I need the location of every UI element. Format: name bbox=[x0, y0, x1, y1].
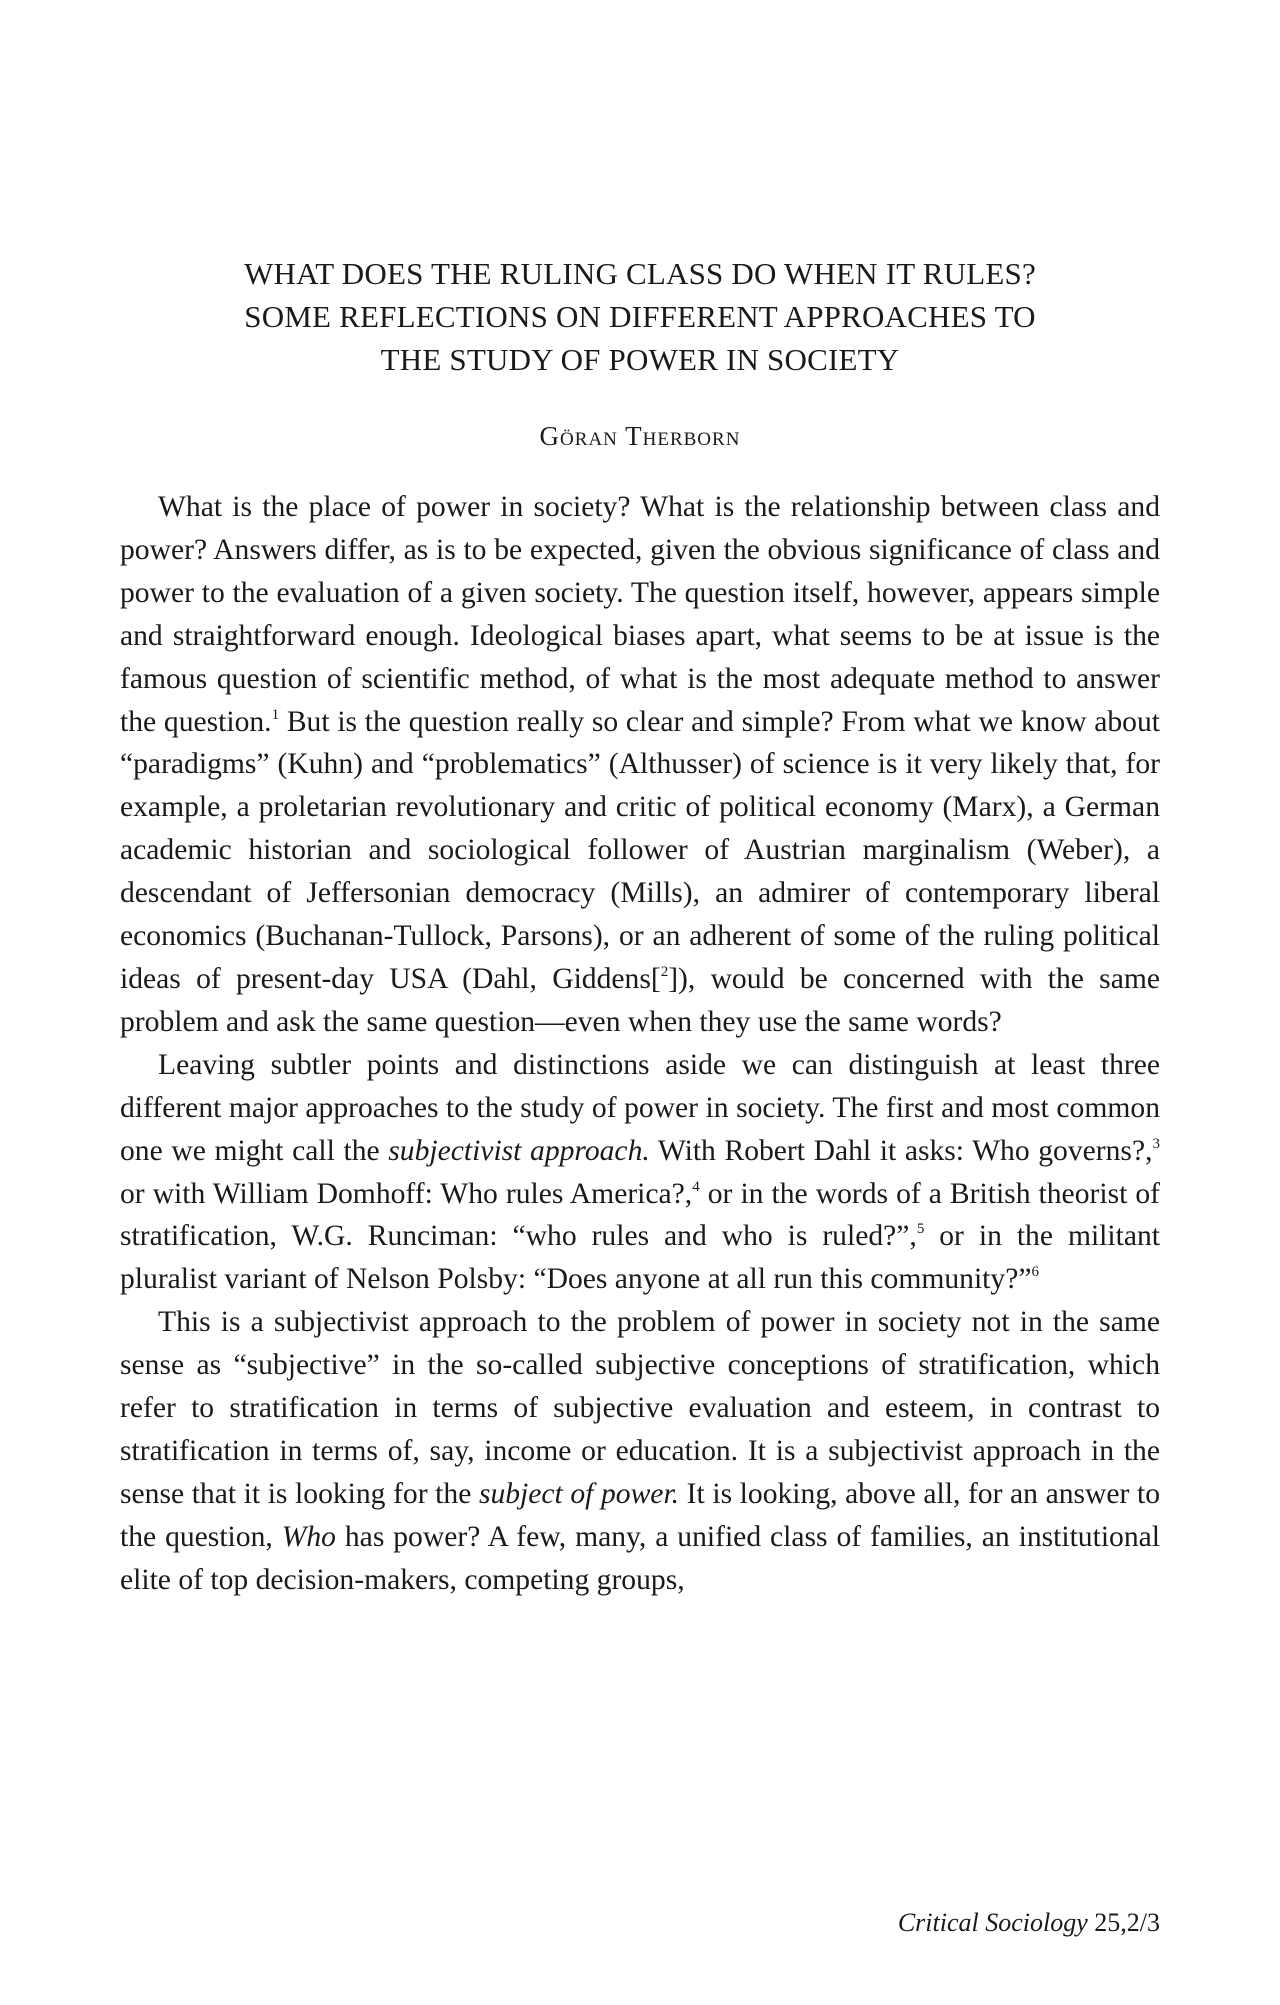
article-page bbox=[120, 252, 1160, 1602]
paragraph-3-text-b: It is looking, above all, for an answer to the question, bbox=[120, 1477, 1160, 1553]
journal-issue: 25,2/3 bbox=[1094, 1908, 1160, 1937]
paragraph-2-text-c: or with William Domhoff: Who rules America?, bbox=[120, 1177, 693, 1210]
footnote-ref-4[interactable]: 4 bbox=[692, 1178, 700, 1195]
paragraph-2-text-b: With Robert Dahl it asks: Who governs?, bbox=[649, 1134, 1153, 1167]
footnote-ref-6[interactable]: 6 bbox=[1031, 1264, 1039, 1281]
footnote-ref-2[interactable]: 2 bbox=[660, 963, 669, 980]
title-line-2: SOME REFLECTIONS ON DIFFERENT APPROACHES TO bbox=[244, 299, 1036, 334]
emphasis-who: Who bbox=[281, 1520, 336, 1553]
page-footer bbox=[898, 1908, 1160, 1938]
paragraph-3 bbox=[120, 1301, 1160, 1601]
paragraph-2 bbox=[120, 1044, 1160, 1301]
paragraph-2-text-e: or in the militant pluralist variant of Nelson Polsby: “Does anyone at all run this community?” bbox=[120, 1220, 1161, 1296]
title-line-3: THE STUDY OF POWER IN SOCIETY bbox=[380, 342, 900, 377]
footnote-ref-3[interactable]: 3 bbox=[1152, 1135, 1160, 1152]
paragraph-1-text-b: But is the question really so clear and simple? From what we know about “paradigms” (Kuhn) and “problematics” (Althusser) of science is it very likely that, for example, a proletarian revolutionary and critic of political economy (Marx), a German academic historian and sociological follower of Austrian marginalism (Weber), a descendant of Jeffersonian democracy (Mills), an admirer of contemporary liberal economics (Buchanan-Tullock, Parsons), or an adherent of some of the ruling political ideas of present-day USA (Dahl, Giddens[ bbox=[120, 705, 1160, 995]
footnote-ref-5[interactable]: 5 bbox=[916, 1221, 925, 1238]
paragraph-3-text-c: has power? A few, many, a unified class of families, an institutional elite of top decision-makers, competing groups, bbox=[120, 1520, 1160, 1596]
emphasis-subjectivist-approach: subjectivist approach. bbox=[388, 1134, 650, 1167]
journal-name: Critical Sociology bbox=[897, 1908, 1088, 1937]
paragraph-3-text-a: This is a subjectivist approach to the problem of power in society not in the same sense as “subjective” in the so-called subjective conceptions of stratification, which refer to stratification in terms of subjective evaluation and esteem, in contrast to stratification in terms of, say, income or education. It is a subjectivist approach in the sense that it is looking for the bbox=[120, 1306, 1160, 1510]
paragraph-2-text-d: or in the words of a British theorist of stratification, W.G. Runciman: “who rules and who is ruled?”, bbox=[120, 1177, 1160, 1253]
title-line-1: WHAT DOES THE RULING CLASS DO WHEN IT RULES? bbox=[244, 256, 1036, 291]
footnote-ref-1[interactable]: 1 bbox=[271, 706, 280, 723]
emphasis-subject-of-power: subject of power. bbox=[478, 1477, 680, 1510]
paragraph-1 bbox=[120, 486, 1160, 1044]
author-name: Göran Therborn bbox=[539, 421, 741, 451]
article-body bbox=[120, 486, 1160, 1602]
article-title bbox=[120, 252, 1160, 381]
paragraph-2-text-a: Leaving subtler points and distinctions aside we can distinguish at least three different major approaches to the study of power in society. The first and most common one we might call the bbox=[120, 1048, 1160, 1167]
paragraph-1-text-a: What is the place of power in society? What is the relationship between class and power? Answers differ, as is to be expected, given the obvious significance of class and power to the evaluation of a given society. The question itself, however, appears simple and straightforward enough. Ideological biases apart, what seems to be at issue is the famous question of scientific method, of what is the most adequate method to answer the question. bbox=[120, 491, 1160, 738]
paragraph-1-text-c: ]), would be concerned with the same problem and ask the same question—even when they use the same words? bbox=[120, 962, 1160, 1038]
